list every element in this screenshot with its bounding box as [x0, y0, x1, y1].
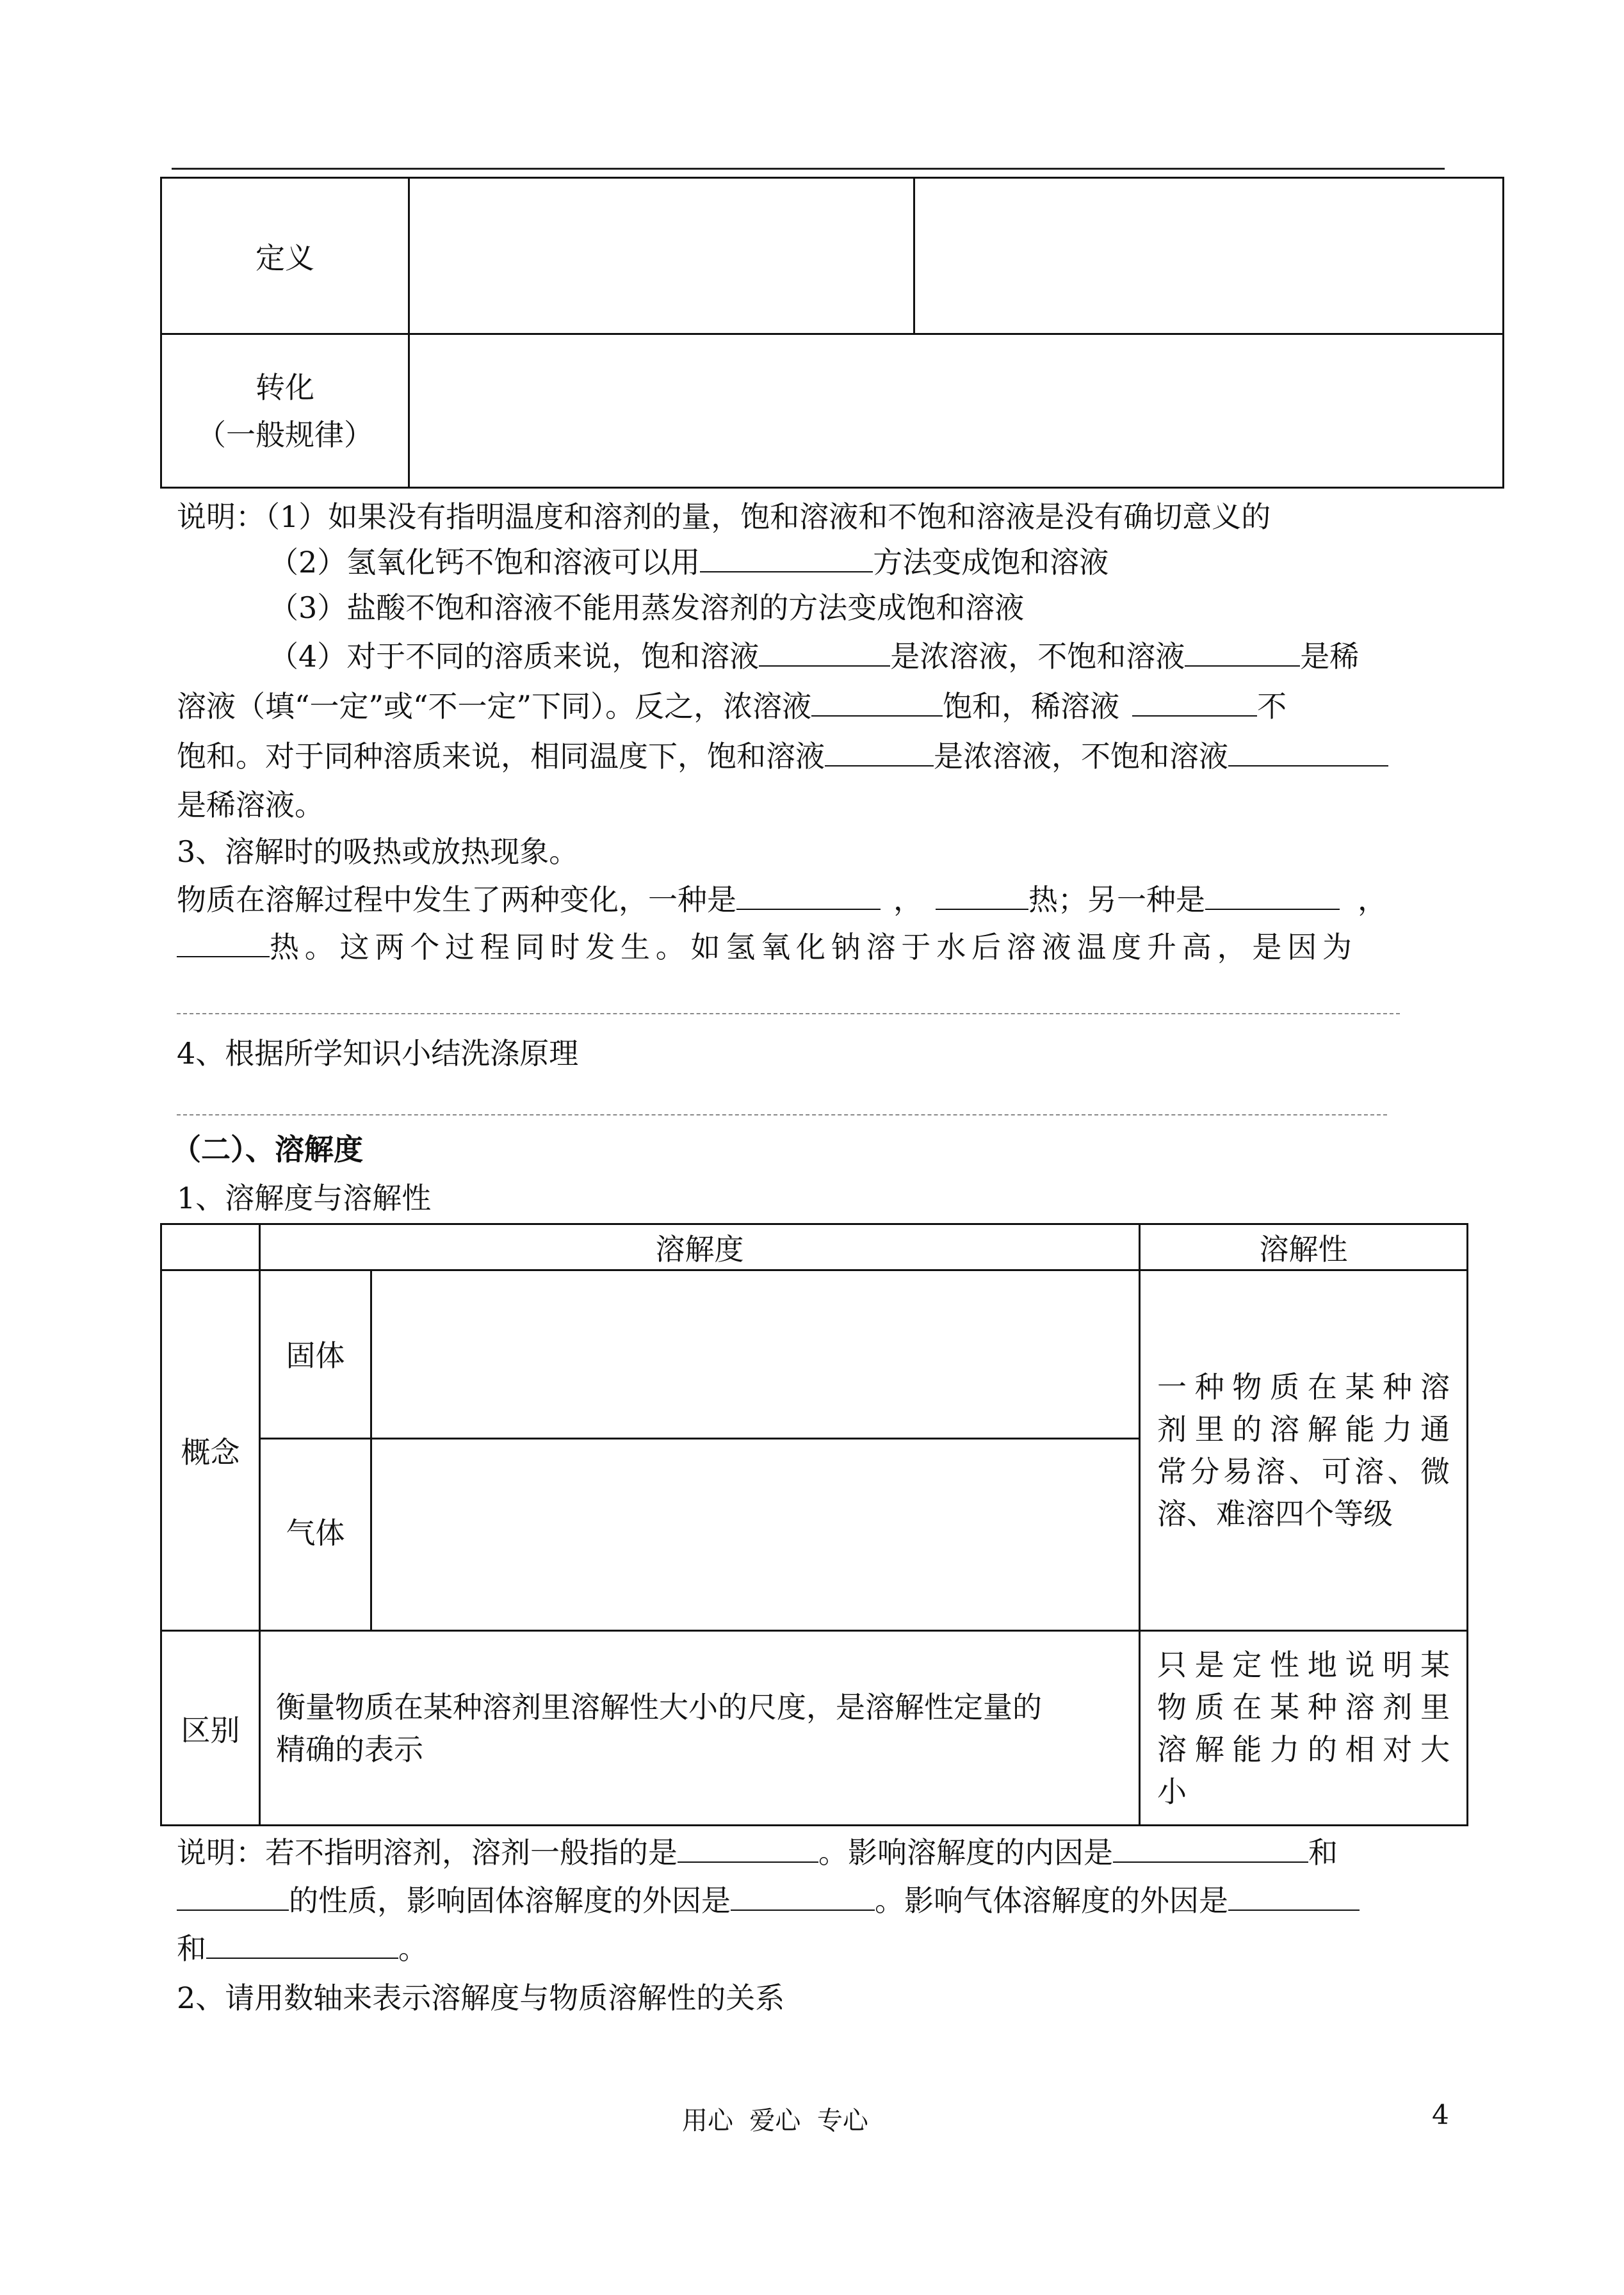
note-6-text-b: 是浓溶液，不饱和溶液: [934, 739, 1228, 774]
note-5-text-c: 饱和，稀溶液: [943, 689, 1120, 724]
blank[interactable]: [936, 883, 1028, 910]
blank[interactable]: [1228, 1884, 1360, 1911]
section-3-text-a: 物质在溶解过程中发生了两种变化，一种是: [177, 882, 736, 917]
section-3-text-c: 热；另一种是: [1028, 882, 1205, 917]
header-rule: [172, 168, 1445, 170]
note-5-text-a: 溶液（填“一定”或“不一定”下同）。反之，浓溶: [177, 689, 783, 724]
note-4-text-b: 是浓溶液，不饱和溶液: [890, 639, 1185, 674]
blank[interactable]: [1132, 690, 1257, 717]
section-3-line-1: [177, 877, 1387, 922]
gas-label: 气体: [260, 1439, 371, 1631]
section-3-text-e: 热。这两个过程同时发生。如氢氧化钠溶于水后溶液温度升高，是因为: [270, 930, 1358, 964]
blank[interactable]: [206, 1932, 398, 1959]
note-b-3: [177, 1926, 428, 1971]
item-2-text: 2、请用数轴来表示溶解度与物质溶解性的关系: [177, 1981, 785, 2015]
solid-definition-cell: [371, 1270, 1140, 1439]
saturation-table: [160, 177, 1504, 489]
difference-dissolvability-text: [1141, 1644, 1466, 1813]
difference-solubility-text: [261, 1686, 1139, 1771]
section-two-sub-1: [177, 1176, 431, 1220]
concept-dissolvability: [1140, 1270, 1468, 1631]
header-empty: [161, 1224, 260, 1270]
row-label-conversion: [161, 334, 409, 488]
note-4-text-a: （4）对于不同的溶质来说，饱和溶液: [269, 639, 759, 674]
note-1: [177, 494, 1271, 539]
text-line: 常分易溶、可溶、微: [1157, 1454, 1450, 1489]
answer-line[interactable]: [177, 1114, 1387, 1115]
note-6: [177, 734, 1388, 779]
text-line: 只是定性地说明某: [1157, 1647, 1450, 1682]
blank[interactable]: [736, 883, 881, 910]
note-4: [269, 634, 1359, 679]
conversion-label: 转化: [256, 369, 314, 405]
section-two-heading-text: （二）、溶解度: [172, 1132, 363, 1167]
text-line: 衡量物质在某种溶剂里溶解性大小的尺度，是溶解性定量的: [276, 1689, 1042, 1724]
text-line: 溶、难溶四个等级: [1157, 1496, 1393, 1531]
section-3-title-text: 3、溶解时的吸热或放热现象。: [177, 834, 579, 869]
difference-dissolvability: [1140, 1631, 1468, 1826]
note-6-text-a: 饱和。对于同种溶质来说，相同温度下，饱和溶液: [177, 739, 825, 774]
note-7-text: 是稀溶液。: [177, 788, 324, 822]
note-5-text-b: 液: [782, 689, 812, 724]
difference-label: 区别: [161, 1631, 260, 1826]
note-3: [269, 585, 1024, 630]
answer-line[interactable]: [177, 1013, 1400, 1014]
note-b-1-text-a: 说明：若不指明溶剂，溶剂一般指的是: [177, 1835, 678, 1870]
difference-solubility: [260, 1631, 1140, 1826]
cell-definition-saturated: [409, 178, 914, 334]
section-3-text-d: ，: [1358, 882, 1387, 917]
section-4-title: [177, 1031, 578, 1076]
section-two-sub-1-text: 1、溶解度与溶解性: [177, 1181, 432, 1215]
cell-conversion: [409, 334, 1504, 488]
blank[interactable]: [1113, 1836, 1308, 1863]
section-3-title: [177, 829, 578, 874]
note-7: [177, 783, 324, 827]
blank[interactable]: [1205, 883, 1340, 910]
note-b-2-text-a: 的性质，影响固体溶解度的外因是: [289, 1883, 731, 1918]
section-two-heading: [172, 1127, 363, 1172]
text-line: 精确的表示: [276, 1731, 423, 1767]
solid-label: 固体: [260, 1270, 371, 1439]
section-3-text-b: ，: [893, 882, 923, 917]
note-2-text-b: 方法变成饱和溶液: [873, 545, 1109, 580]
section-4-title-text: 、根据所学知识小结洗涤原理: [195, 1036, 579, 1071]
solubility-table: [160, 1223, 1468, 1826]
row-label-definition: 定义: [161, 178, 409, 334]
note-3-text: （3）盐酸不饱和溶液不能用蒸发溶剂的方法变成饱和溶液: [269, 590, 1025, 625]
item-2: [177, 1975, 784, 2020]
note-b-3-text-a: 和: [177, 1931, 206, 1966]
header-dissolvability: 溶解性: [1140, 1224, 1468, 1270]
blank[interactable]: [825, 740, 934, 766]
note-4-text-c: 是稀: [1300, 639, 1360, 674]
text-line: 剂里的溶解能力通: [1157, 1412, 1450, 1447]
note-b-3-text-b: 。: [398, 1931, 428, 1966]
cell-definition-unsaturated: [914, 178, 1504, 334]
text-line: 溶解能力的相对大: [1157, 1731, 1450, 1767]
note-2-text-a: （2）氢氧化钙不饱和溶液可以用: [269, 545, 701, 580]
note-b-1-text-b: 。影响溶解度的内因是: [818, 1835, 1113, 1870]
text-line: 一种物质在某种溶: [1157, 1370, 1450, 1404]
blank[interactable]: [1185, 640, 1300, 667]
section-4-num: 4: [177, 1036, 196, 1071]
note-b-2-text-b: 。影响气体溶解度的外因是: [875, 1883, 1228, 1918]
footer-motto: 用心 爱心 专心: [682, 2106, 868, 2136]
blank[interactable]: [700, 546, 873, 572]
blank[interactable]: [731, 1884, 875, 1911]
page-number: 4: [1432, 2099, 1449, 2130]
blank[interactable]: [1228, 740, 1388, 766]
note-5-text-d: 不: [1257, 689, 1287, 724]
note-5: [177, 684, 1287, 729]
concept-label: 概念: [161, 1270, 260, 1631]
text-line: 小: [1157, 1774, 1187, 1809]
blank[interactable]: [759, 640, 890, 667]
section-3-line-2: [177, 925, 1445, 969]
conversion-sublabel: （一般规律）: [197, 417, 373, 452]
note-b-1-text-c: 和: [1308, 1835, 1338, 1870]
note-2: [269, 540, 1108, 585]
concept-dissolvability-text: [1141, 1366, 1466, 1535]
blank[interactable]: [678, 1836, 818, 1863]
blank[interactable]: [177, 930, 270, 957]
gas-definition-cell: [371, 1439, 1140, 1631]
text-line: 物质在某种溶剂里: [1157, 1689, 1450, 1724]
blank[interactable]: [177, 1884, 289, 1911]
blank[interactable]: [811, 690, 943, 717]
header-solubility: 溶解度: [260, 1224, 1140, 1270]
note-b-2: [177, 1878, 1360, 1923]
note-b-1: [177, 1830, 1338, 1875]
note-1-text: 说明：（1）如果没有指明温度和溶剂的量，饱和溶液和不饱和溶液是没有确切意义的: [177, 499, 1271, 534]
